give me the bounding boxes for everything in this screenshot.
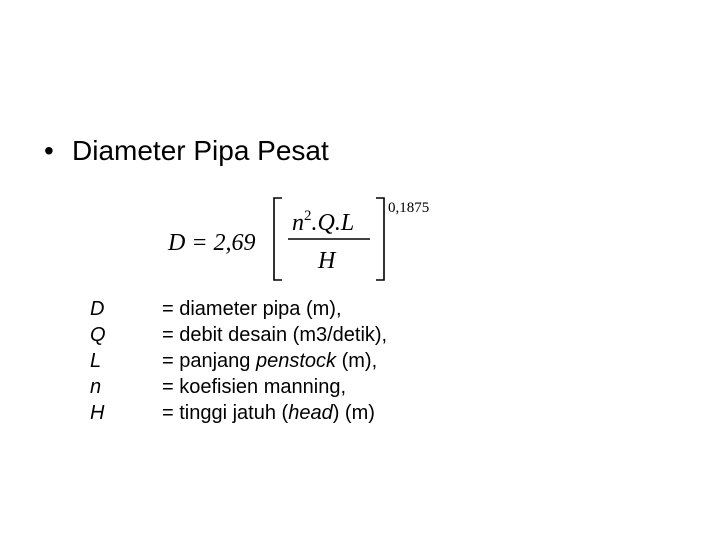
definition-symbol: L: [90, 350, 102, 372]
definition-row: [90, 296, 387, 322]
right-bracket: [376, 198, 384, 280]
formula-lhs: [167, 230, 256, 256]
formula-numerator: [292, 208, 354, 236]
definition-symbol: D: [90, 298, 105, 320]
definition-description: = koefisien manning,: [162, 376, 347, 398]
definition-description: = tinggi jatuh (head) (m): [162, 402, 375, 424]
diameter-formula: [168, 196, 448, 286]
formula-lhs-text: D = 2,69: [168, 230, 256, 256]
definition-symbol: H: [90, 402, 105, 424]
definition-symbol: n: [90, 376, 102, 398]
definition-row: [90, 322, 387, 348]
definition-description: = debit desain (m3/detik),: [162, 324, 388, 346]
definition-row: [90, 348, 387, 374]
definition-row: [90, 374, 387, 400]
numerator-exp: 2: [304, 208, 312, 224]
formula-denominator: H: [318, 248, 336, 274]
numerator-n: n: [292, 210, 304, 236]
formula-exponent: 0,1875: [388, 200, 430, 216]
definition-description: = panjang penstock (m),: [162, 350, 378, 372]
definitions-list: [90, 296, 387, 426]
definition-symbol: Q: [90, 324, 106, 346]
definition-description: = diameter pipa (m),: [162, 298, 342, 320]
slide-title: [44, 133, 329, 169]
title-text: Diameter Pipa Pesat: [72, 135, 329, 166]
numerator-rest: .Q.L: [311, 210, 355, 236]
definition-row: [90, 400, 387, 426]
left-bracket: [274, 198, 282, 280]
formula-graphic: [168, 196, 448, 286]
bullet-icon: •: [44, 135, 54, 166]
